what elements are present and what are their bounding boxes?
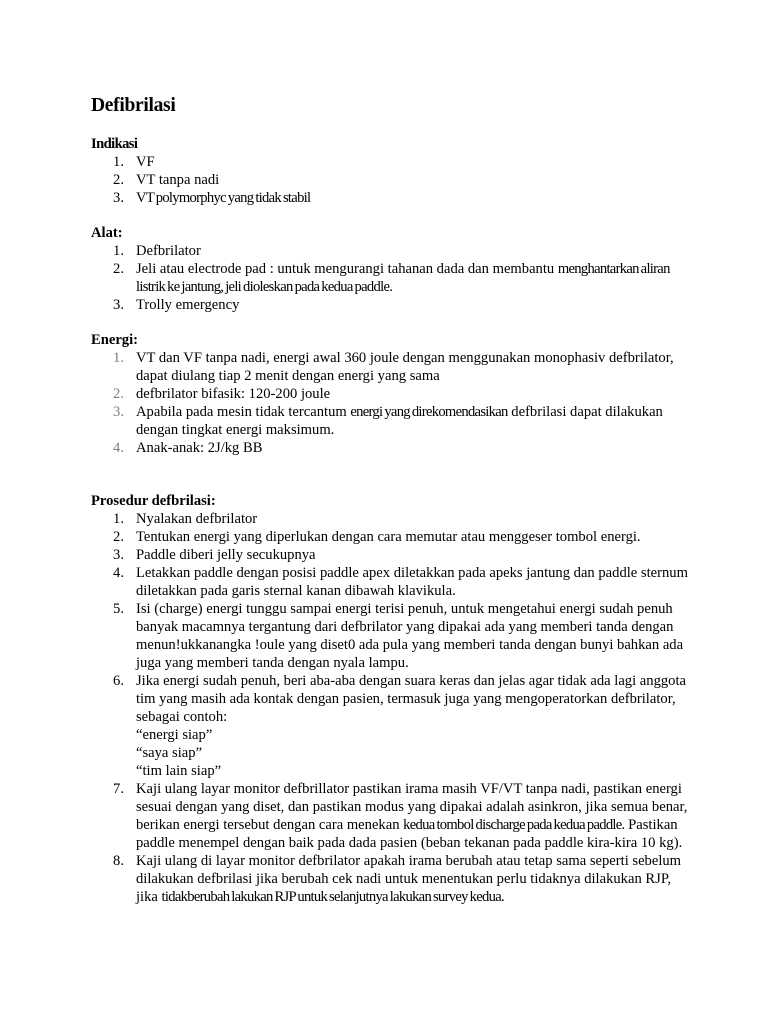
list-number: 5. — [113, 601, 124, 617]
list-item-text: VT polymorphyc yang tidak stabil — [136, 190, 311, 206]
section-heading-indikasi: Indikasi — [91, 136, 138, 152]
list-number: 1. — [113, 511, 124, 527]
list-item-text: Letakkan paddle dengan posisi paddle apex diletakkan pada apeks jantung dan paddle sternum diletakkan pada garis sternal kanan dibawah klavikula. — [136, 565, 688, 599]
list-number: 2. — [113, 172, 124, 188]
callout-line: “energi siap” — [136, 727, 213, 743]
list-number: 3. — [113, 404, 124, 420]
list-item-text-part: energi yang direkomendasikan — [350, 404, 508, 420]
list-item-text-part: Kaji ulang di layar monitor defbrilator apakah irama berubah atau tetap sama seperti sebelum dilakukan defbrilasi jika berubah cek nadi untuk menentukan perlu tidaknya dilakukan RJP, jika — [136, 853, 682, 905]
section-heading-prosedur: Prosedur defbrilasi: — [91, 493, 216, 509]
list-item — [91, 780, 691, 852]
list-item — [91, 242, 691, 260]
list-item-text: Isi (charge) energi tunggu sampai energi terisi penuh, untuk mengetahui energi sudah penuh banyak macamnya tergantung dari defbrilator yang dipakai ada yang memberi tanda dengan menun!ukkanangka !oule yang diset0 ada pula yang memberi tanda dengan bunyi bahkan ada juga yang memberi tanda dengan nyala lampu. — [136, 601, 684, 671]
list-item — [91, 672, 691, 780]
list-item-text — [136, 852, 691, 906]
list-item-text-part: Jeli atau electrode pad : untuk mengurangi tahanan dada dan membantu — [136, 261, 558, 277]
list-number: 1. — [113, 243, 124, 259]
list-item — [91, 439, 691, 457]
list-item — [91, 510, 691, 528]
list-prosedur — [91, 510, 691, 906]
list-item-text — [136, 403, 691, 439]
list-item-text: VT tanpa nadi — [136, 172, 220, 188]
list-item-text: VF — [136, 154, 155, 170]
list-item-text — [136, 260, 691, 296]
section-prosedur — [91, 492, 691, 906]
list-item — [91, 403, 691, 439]
list-item-text: Trolly emergency — [136, 297, 240, 313]
list-number: 8. — [113, 853, 124, 869]
list-number: 2. — [113, 386, 124, 402]
list-item-text-part: Kaji ulang layar monitor defbrillator pastikan irama masih VF/VT tanpa nadi, pastikan energi sesuai dengan yang diset, dan pastikan modus yang dipakai adalah asinkron, jika semua benar, berikan energi tersebut dengan cara menekan — [136, 781, 688, 833]
list-item-text — [136, 780, 691, 852]
list-item — [91, 546, 691, 564]
list-item-text-part: Apabila pada mesin tidak tercantum — [136, 404, 351, 420]
list-item-text: Jika energi sudah penuh, beri aba-aba dengan suara keras dan jelas agar tidak ada lagi anggota tim yang masih ada kontak dengan pasien, termasuk juga yang mengoperatorkan defbrilator, sebagai contoh: — [136, 673, 687, 725]
list-item — [91, 349, 691, 385]
list-item-text: Defbrilator — [136, 243, 201, 259]
list-number: 1. — [113, 154, 124, 170]
callout-line: “saya siap” — [136, 745, 203, 761]
section-energi — [91, 331, 691, 457]
list-item-text-part: defbrilasi dapat dilakukan dengan tingkat energi maksimum. — [136, 404, 663, 438]
section-indikasi — [91, 135, 691, 207]
list-item-text: Paddle diberi jelly secukupnya — [136, 547, 316, 563]
list-number: 6. — [113, 673, 124, 689]
list-item-text: defbrilator bifasik: 120-200 joule — [136, 386, 331, 402]
list-item-text: Tentukan energi yang diperlukan dengan cara memutar atau menggeser tombol energi. — [136, 529, 641, 545]
list-item-text: Nyalakan defbrilator — [136, 511, 258, 527]
list-energi — [91, 349, 691, 457]
list-item — [91, 600, 691, 672]
list-item — [91, 385, 691, 403]
list-item-text-part: Pastikan paddle menempel dengan baik pada dada pasien (beban tekanan pada paddle kira-kira 10 kg). — [136, 817, 683, 851]
list-alat — [91, 242, 691, 314]
list-number: 4. — [113, 440, 124, 456]
list-item — [91, 852, 691, 906]
list-item — [91, 260, 691, 296]
list-item — [91, 189, 691, 207]
list-number: 2. — [113, 529, 124, 545]
list-number: 3. — [113, 297, 124, 313]
list-number: 7. — [113, 781, 124, 797]
list-item-text-part: kedua tombol discharge pada kedua paddle. — [403, 817, 625, 833]
section-alat — [91, 224, 691, 314]
list-item-text-part: tidakberubah lakukan RJP untuk selanjutnya lakukan survey kedua. — [161, 889, 504, 905]
list-item — [91, 528, 691, 546]
list-item-text: Anak-anak: 2J/kg BB — [136, 440, 263, 456]
callout-line: “tim lain siap” — [136, 763, 222, 779]
list-number: 3. — [113, 547, 124, 563]
list-number: 1. — [113, 350, 124, 366]
list-item — [91, 153, 691, 171]
list-item — [91, 296, 691, 314]
list-item-text: VT dan VF tanpa nadi, energi awal 360 joule dengan menggunakan monophasiv defbrilator, dapat diulang tiap 2 menit dengan energi yang sama — [136, 350, 674, 384]
page-title: Defibrilasi — [91, 95, 176, 116]
list-item-text-part: menghantarkan aliran listrik ke jantung, jeli dioleskan pada kedua paddle. — [136, 261, 670, 295]
list-number: 3. — [113, 190, 124, 206]
list-indikasi — [91, 153, 691, 207]
section-heading-energi: Energi: — [91, 332, 139, 348]
section-heading-alat: Alat: — [91, 225, 123, 241]
list-number: 2. — [113, 261, 124, 277]
list-item — [91, 564, 691, 600]
list-number: 4. — [113, 565, 124, 581]
list-item — [91, 171, 691, 189]
